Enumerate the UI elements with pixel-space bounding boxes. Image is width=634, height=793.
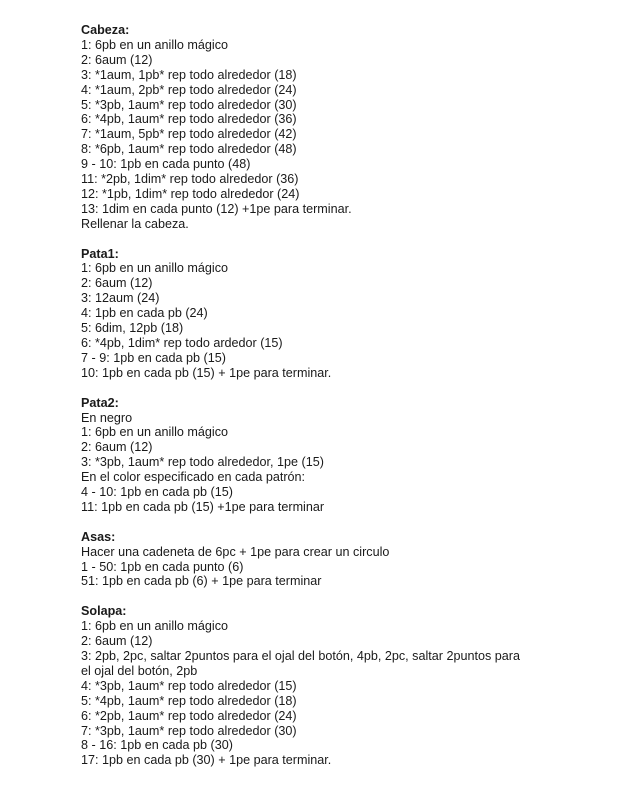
instruction-line: 1: 6pb en un anillo mágico bbox=[81, 425, 229, 440]
instruction-line: Hacer una cadeneta de 6pc + 1pe para crear un circulo bbox=[81, 544, 390, 559]
instruction-line: 17: 1pb en cada pb (30) + 1pe para terminar. bbox=[81, 753, 332, 768]
section-asas bbox=[81, 530, 621, 590]
instruction-line: Rellenar la cabeza. bbox=[81, 216, 189, 231]
instruction-line: 2: 6aum (12) bbox=[81, 634, 153, 649]
instruction-line: 12: *1pb, 1dim* rep todo alrededor (24) bbox=[81, 186, 300, 201]
section-pata2 bbox=[81, 396, 621, 515]
instruction-line: 3: 12aum (24) bbox=[81, 291, 160, 306]
instruction-line: 2: 6aum (12) bbox=[81, 440, 153, 455]
instruction-line: 5: *3pb, 1aum* rep todo alrededor (30) bbox=[81, 97, 297, 112]
instruction-line: 1: 6pb en un anillo mágico bbox=[81, 619, 229, 634]
instruction-line: 9 - 10: 1pb en cada punto (48) bbox=[81, 157, 251, 172]
instruction-line: 5: 6dim, 12pb (18) bbox=[81, 321, 184, 336]
pattern-document bbox=[81, 23, 621, 768]
instruction-line: 7 - 9: 1pb en cada pb (15) bbox=[81, 350, 226, 365]
section-heading: Cabeza: bbox=[81, 23, 130, 37]
instruction-line: 7: *3pb, 1aum* rep todo alrededor (30) bbox=[81, 723, 297, 738]
instruction-line: 2: 6aum (12) bbox=[81, 276, 153, 291]
section-cabeza bbox=[81, 23, 621, 232]
instruction-line: 6: *4pb, 1dim* rep todo ardedor (15) bbox=[81, 336, 283, 351]
instruction-line: En negro bbox=[81, 410, 133, 425]
instruction-line: 11: 1pb en cada pb (15) +1pe para terminar bbox=[81, 499, 325, 514]
instruction-line: 7: *1aum, 5pb* rep todo alrededor (42) bbox=[81, 127, 297, 142]
instruction-line: 3: *3pb, 1aum* rep todo alrededor, 1pe (15) bbox=[81, 455, 324, 470]
section-solapa bbox=[81, 604, 621, 768]
instruction-line: 6: *2pb, 1aum* rep todo alrededor (24) bbox=[81, 708, 297, 723]
instruction-line: 3: *1aum, 1pb* rep todo alrededor (18) bbox=[81, 67, 297, 82]
instruction-line: 1: 6pb en un anillo mágico bbox=[81, 37, 229, 52]
section-heading: Pata1: bbox=[81, 246, 119, 261]
instruction-line: 1: 6pb en un anillo mágico bbox=[81, 261, 229, 276]
instruction-line: 4 - 10: 1pb en cada pb (15) bbox=[81, 485, 233, 500]
instruction-line: En el color especificado en cada patrón: bbox=[81, 470, 306, 485]
section-pata1 bbox=[81, 247, 621, 381]
instruction-line: 4: *3pb, 1aum* rep todo alrededor (15) bbox=[81, 678, 297, 693]
section-heading: Asas: bbox=[81, 529, 116, 544]
instruction-line: 11: *2pb, 1dim* rep todo alrededor (36) bbox=[81, 172, 299, 187]
instruction-line: 3: 2pb, 2pc, saltar 2puntos para el ojal del botón, 4pb, 2pc, saltar 2puntos para bbox=[81, 649, 520, 663]
instruction-line: 4: *1aum, 2pb* rep todo alrededor (24) bbox=[81, 82, 297, 97]
instruction-line: 4: 1pb en cada pb (24) bbox=[81, 306, 208, 321]
instruction-line: 13: 1dim en cada punto (12) +1pe para terminar. bbox=[81, 201, 352, 216]
instruction-line: el ojal del botón, 2pb bbox=[81, 663, 198, 678]
instruction-line: 51: 1pb en cada pb (6) + 1pe para terminar bbox=[81, 574, 322, 589]
instruction-line: 8: *6pb, 1aum* rep todo alrededor (48) bbox=[81, 142, 297, 157]
instruction-line: 5: *4pb, 1aum* rep todo alrededor (18) bbox=[81, 693, 297, 708]
instruction-line: 8 - 16: 1pb en cada pb (30) bbox=[81, 738, 233, 753]
instruction-line: 10: 1pb en cada pb (15) + 1pe para terminar. bbox=[81, 365, 332, 380]
instruction-line: 2: 6aum (12) bbox=[81, 52, 153, 67]
instruction-line: 6: *4pb, 1aum* rep todo alrededor (36) bbox=[81, 112, 297, 127]
section-heading: Pata2: bbox=[81, 395, 119, 410]
section-heading: Solapa: bbox=[81, 604, 127, 619]
instruction-line: 1 - 50: 1pb en cada punto (6) bbox=[81, 559, 244, 574]
